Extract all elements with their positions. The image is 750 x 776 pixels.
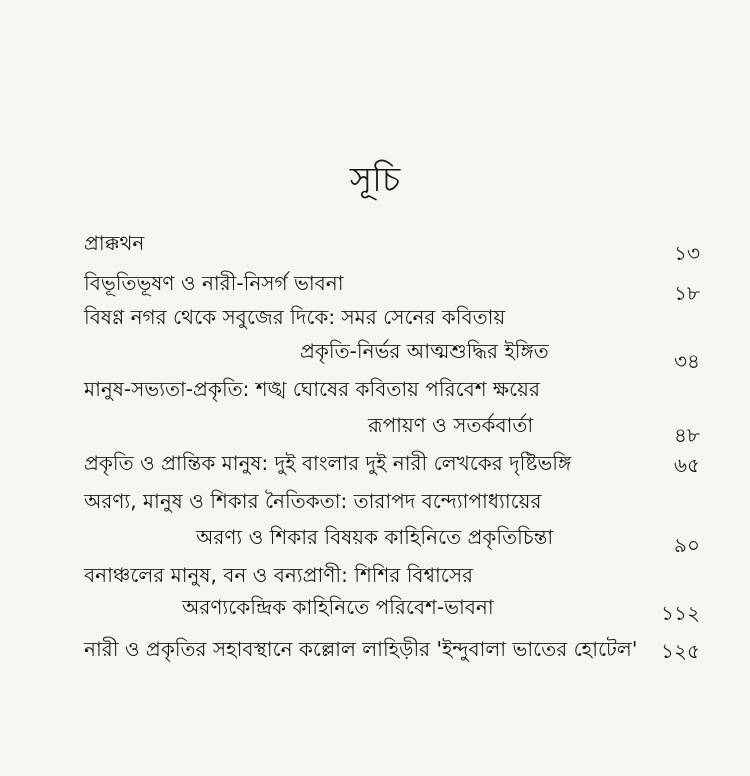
toc-entry-title-cont: অরণ্য ও শিকার বিষয়ক কাহিনিতে প্রকৃতিচিন্তা bbox=[196, 525, 554, 549]
toc-entry-title-cont: রূপায়ণ ও সতর্কবার্তা bbox=[368, 413, 534, 437]
toc-entry-title: প্রকৃতি ও প্রান্তিক মানুষ: দুই বাংলার দুই নারী লেখকের দৃষ্টিভঙ্গি bbox=[84, 451, 572, 475]
toc-entry-title: বিষণ্ণ নগর থেকে সবুজের দিকে: সমর সেনের কবিতায় bbox=[84, 305, 506, 329]
toc-entry-title-cont: অরণ্যকেন্দ্রিক কাহিনিতে পরিবেশ-ভাবনা bbox=[182, 595, 494, 619]
toc-entry-title-cont: প্রকৃতি-নির্ভর আত্মশুদ্ধির ইঙ্গিত bbox=[300, 339, 549, 363]
toc-entry-page: ১১২ bbox=[661, 601, 700, 625]
toc-entry-title: বনাঞ্চলের মানুষ, বন ও বন্যপ্রাণী: শিশির বিশ্বাসের bbox=[84, 563, 474, 587]
toc-entry-page: ১২৫ bbox=[661, 639, 700, 663]
toc-entry-page: ১৩ bbox=[674, 241, 700, 265]
toc-entry-title: নারী ও প্রকৃতির সহাবস্থানে কল্লোল লাহিড়ীর 'ইন্দুবালা ভাতের হোটেল' bbox=[84, 637, 638, 661]
toc-entry-page: ৬৫ bbox=[674, 453, 700, 477]
toc-entry-page: ৩৪ bbox=[674, 349, 700, 373]
page-title: সূচি bbox=[349, 160, 401, 200]
toc-entry-title: প্রাক্কথন bbox=[84, 231, 145, 255]
toc-entry-title: মানুষ-সভ্যতা-প্রকৃতি: শঙ্খ ঘোষের কবিতায় পরিবেশ ক্ষয়ের bbox=[84, 377, 540, 401]
toc-entry-page: ৯০ bbox=[674, 533, 700, 557]
toc-entry-page: ৪৮ bbox=[674, 423, 700, 447]
toc-entry-title: বিভূতিভূষণ ও নারী-নিসর্গ ভাবনা bbox=[84, 271, 344, 295]
toc-entry-title: অরণ্য, মানুষ ও শিকার নৈতিকতা: তারাপদ বন্দ্যোপাধ্যায়ের bbox=[84, 489, 542, 513]
toc-entry-page: ১৮ bbox=[674, 281, 700, 305]
